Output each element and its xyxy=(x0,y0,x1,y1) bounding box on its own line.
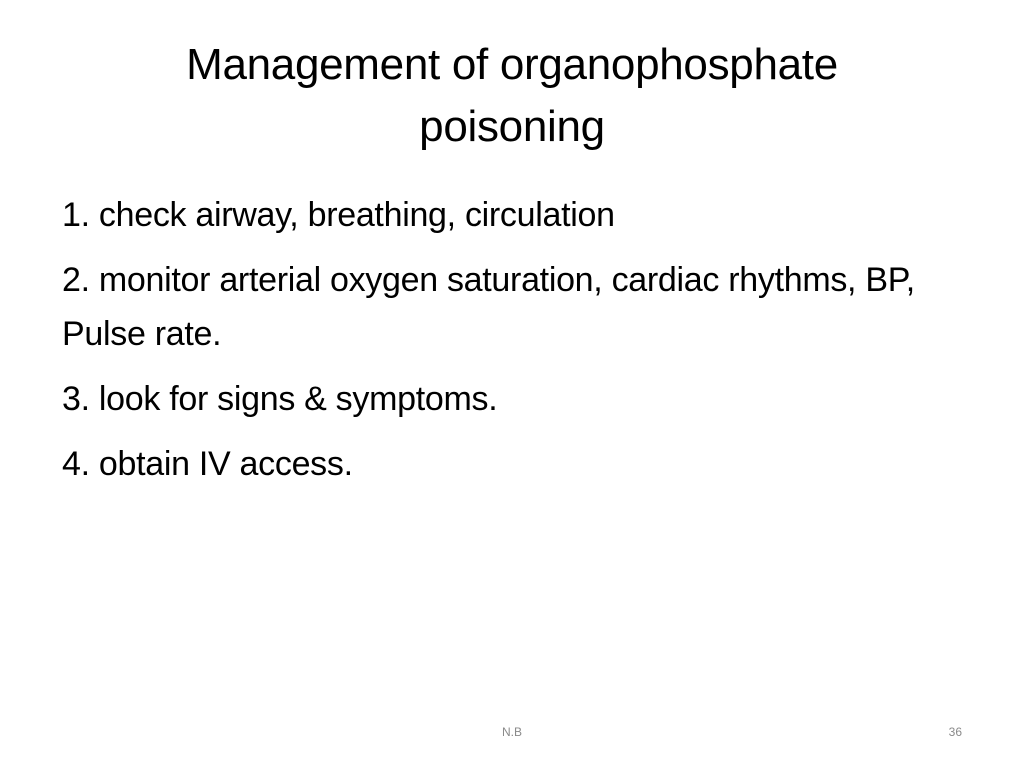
footer-text: N.B xyxy=(501,725,522,739)
slide-title xyxy=(60,34,964,158)
slide-number: 36 xyxy=(948,725,962,739)
list-item-1: 1. check airway, breathing, circulation xyxy=(62,196,615,234)
slide-title-line-1: Management of organophosphate xyxy=(186,40,838,89)
slide-body xyxy=(62,188,952,502)
slide-title-line-2: poisoning xyxy=(419,102,605,151)
list-item-2: 2. monitor arterial oxygen saturation, cardiac rhythms, BP, Pulse rate. xyxy=(62,261,915,353)
list-item-3: 3. look for signs & symptoms. xyxy=(62,380,498,418)
list-item-4: 4. obtain IV access. xyxy=(62,445,353,483)
